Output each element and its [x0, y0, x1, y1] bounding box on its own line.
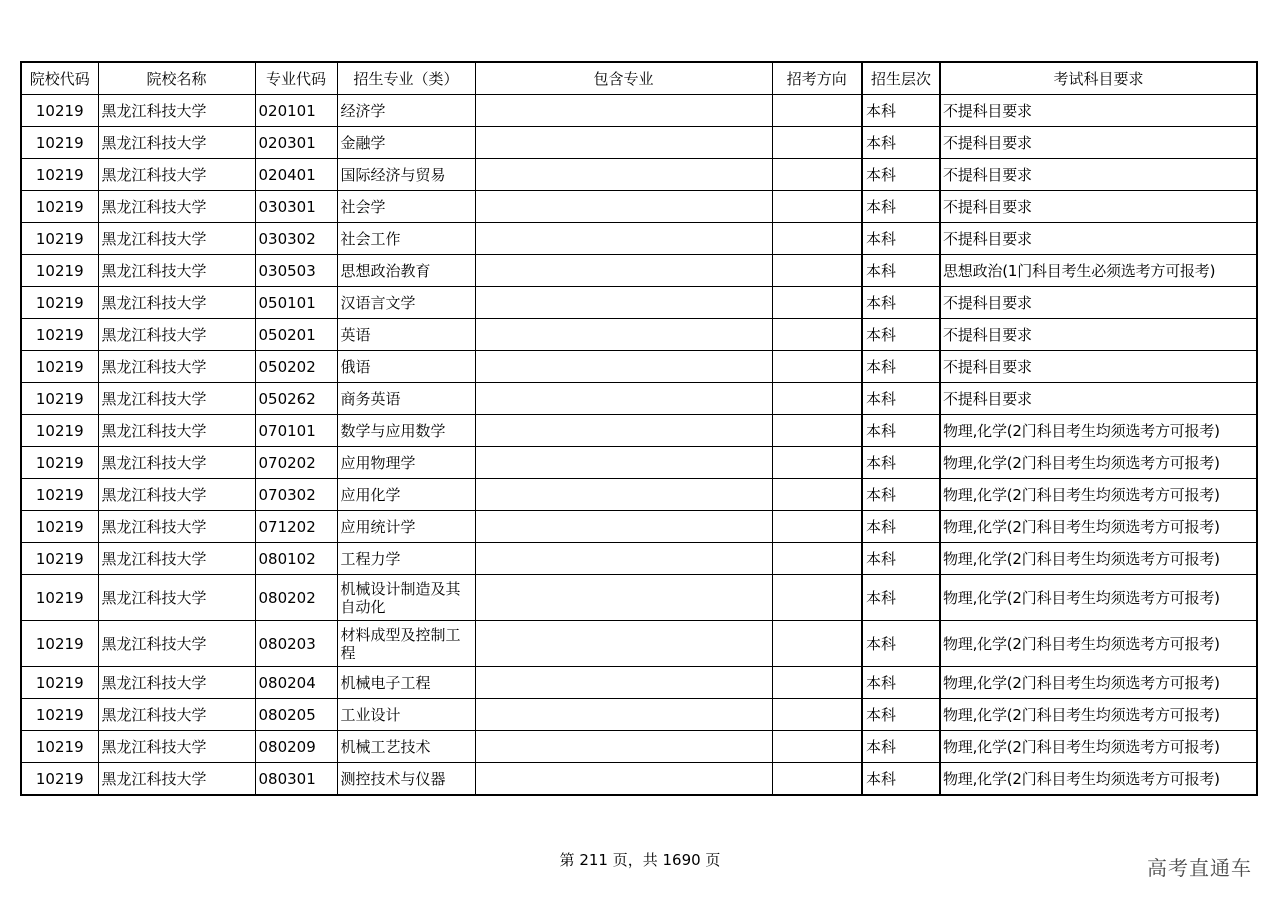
cell-direction [772, 159, 862, 191]
cell-school-code: 10219 [21, 667, 98, 699]
table-row [21, 543, 1257, 575]
cell-school-code: 10219 [21, 223, 98, 255]
cell-school-name: 黑龙江科技大学 [98, 255, 255, 287]
cell-requirement: 物理,化学(2门科目考生均须选考方可报考) [940, 415, 1257, 447]
cell-direction [772, 287, 862, 319]
cell-school-name: 黑龙江科技大学 [98, 763, 255, 796]
cell-requirement: 物理,化学(2门科目考生均须选考方可报考) [940, 511, 1257, 543]
cell-level: 本科 [862, 479, 940, 511]
table-row [21, 667, 1257, 699]
cell-includes [475, 191, 772, 223]
cell-requirement: 物理,化学(2门科目考生均须选考方可报考) [940, 447, 1257, 479]
cell-requirement: 物理,化学(2门科目考生均须选考方可报考) [940, 763, 1257, 796]
cell-school-name: 黑龙江科技大学 [98, 383, 255, 415]
cell-major: 思想政治教育 [337, 255, 475, 287]
cell-requirement: 思想政治(1门科目考生必须选考方可报考) [940, 255, 1257, 287]
cell-level: 本科 [862, 287, 940, 319]
table-row [21, 479, 1257, 511]
cell-requirement: 不提科目要求 [940, 319, 1257, 351]
cell-major: 应用物理学 [337, 447, 475, 479]
cell-level: 本科 [862, 191, 940, 223]
cell-requirement: 不提科目要求 [940, 223, 1257, 255]
cell-school-code: 10219 [21, 191, 98, 223]
table-row [21, 319, 1257, 351]
cell-school-name: 黑龙江科技大学 [98, 479, 255, 511]
table-row [21, 127, 1257, 159]
cell-school-name: 黑龙江科技大学 [98, 575, 255, 621]
header-direction: 招考方向 [772, 62, 862, 95]
header-includes: 包含专业 [475, 62, 772, 95]
cell-includes [475, 699, 772, 731]
header-requirement: 考试科目要求 [940, 62, 1257, 95]
watermark-logo: 高考直通车 [1147, 856, 1252, 880]
cell-level: 本科 [862, 667, 940, 699]
cell-includes [475, 415, 772, 447]
cell-includes [475, 543, 772, 575]
cell-direction [772, 511, 862, 543]
cell-requirement: 物理,化学(2门科目考生均须选考方可报考) [940, 543, 1257, 575]
cell-includes [475, 159, 772, 191]
cell-major: 金融学 [337, 127, 475, 159]
cell-includes [475, 127, 772, 159]
cell-major-code: 080102 [255, 543, 337, 575]
cell-school-code: 10219 [21, 575, 98, 621]
header-major-code: 专业代码 [255, 62, 337, 95]
cell-level: 本科 [862, 621, 940, 667]
cell-school-code: 10219 [21, 511, 98, 543]
cell-level: 本科 [862, 95, 940, 127]
cell-includes [475, 575, 772, 621]
cell-requirement: 物理,化学(2门科目考生均须选考方可报考) [940, 575, 1257, 621]
cell-direction [772, 763, 862, 796]
cell-school-code: 10219 [21, 731, 98, 763]
cell-major-code: 020101 [255, 95, 337, 127]
cell-includes [475, 319, 772, 351]
table-row [21, 255, 1257, 287]
cell-includes [475, 287, 772, 319]
cell-school-code: 10219 [21, 319, 98, 351]
cell-major: 国际经济与贸易 [337, 159, 475, 191]
cell-requirement: 物理,化学(2门科目考生均须选考方可报考) [940, 731, 1257, 763]
table-row [21, 763, 1257, 796]
table-row [21, 415, 1257, 447]
cell-level: 本科 [862, 763, 940, 796]
cell-major-code: 080203 [255, 621, 337, 667]
cell-major-code: 080204 [255, 667, 337, 699]
cell-includes [475, 383, 772, 415]
cell-includes [475, 667, 772, 699]
cell-school-name: 黑龙江科技大学 [98, 351, 255, 383]
cell-school-code: 10219 [21, 351, 98, 383]
cell-direction [772, 699, 862, 731]
cell-major-code: 080202 [255, 575, 337, 621]
table-row [21, 731, 1257, 763]
enrollment-table [20, 61, 1258, 796]
cell-requirement: 不提科目要求 [940, 127, 1257, 159]
table-row [21, 191, 1257, 223]
cell-school-code: 10219 [21, 255, 98, 287]
cell-requirement: 不提科目要求 [940, 191, 1257, 223]
cell-includes [475, 255, 772, 287]
table-row [21, 159, 1257, 191]
cell-direction [772, 575, 862, 621]
table-row [21, 223, 1257, 255]
cell-requirement: 不提科目要求 [940, 351, 1257, 383]
cell-level: 本科 [862, 699, 940, 731]
cell-direction [772, 667, 862, 699]
cell-direction [772, 447, 862, 479]
cell-school-code: 10219 [21, 699, 98, 731]
cell-school-name: 黑龙江科技大学 [98, 415, 255, 447]
cell-school-code: 10219 [21, 479, 98, 511]
cell-major-code: 080209 [255, 731, 337, 763]
cell-school-code: 10219 [21, 127, 98, 159]
cell-level: 本科 [862, 159, 940, 191]
cell-school-name: 黑龙江科技大学 [98, 731, 255, 763]
cell-major-code: 070202 [255, 447, 337, 479]
pagination-footer: 第 211 页，共 1690 页 [559, 851, 721, 869]
cell-school-code: 10219 [21, 383, 98, 415]
cell-major: 工业设计 [337, 699, 475, 731]
cell-major: 商务英语 [337, 383, 475, 415]
cell-major: 社会工作 [337, 223, 475, 255]
cell-major: 机械电子工程 [337, 667, 475, 699]
table-row [21, 621, 1257, 667]
cell-school-name: 黑龙江科技大学 [98, 223, 255, 255]
cell-major-code: 030302 [255, 223, 337, 255]
table-row [21, 511, 1257, 543]
cell-direction [772, 191, 862, 223]
cell-level: 本科 [862, 543, 940, 575]
cell-major-code: 030503 [255, 255, 337, 287]
cell-school-name: 黑龙江科技大学 [98, 667, 255, 699]
cell-school-name: 黑龙江科技大学 [98, 543, 255, 575]
cell-requirement: 物理,化学(2门科目考生均须选考方可报考) [940, 621, 1257, 667]
cell-major-code: 030301 [255, 191, 337, 223]
cell-major: 机械工艺技术 [337, 731, 475, 763]
table-row [21, 447, 1257, 479]
cell-includes [475, 223, 772, 255]
cell-major-code: 050262 [255, 383, 337, 415]
cell-requirement: 不提科目要求 [940, 95, 1257, 127]
cell-school-name: 黑龙江科技大学 [98, 159, 255, 191]
cell-school-code: 10219 [21, 287, 98, 319]
cell-level: 本科 [862, 383, 940, 415]
header-level: 招生层次 [862, 62, 940, 95]
cell-level: 本科 [862, 575, 940, 621]
header-major: 招生专业（类） [337, 62, 475, 95]
cell-level: 本科 [862, 447, 940, 479]
cell-major-code: 070101 [255, 415, 337, 447]
cell-major: 俄语 [337, 351, 475, 383]
cell-school-name: 黑龙江科技大学 [98, 511, 255, 543]
cell-school-name: 黑龙江科技大学 [98, 319, 255, 351]
cell-requirement: 物理,化学(2门科目考生均须选考方可报考) [940, 667, 1257, 699]
cell-major: 材料成型及控制工程 [337, 621, 475, 667]
cell-major: 应用化学 [337, 479, 475, 511]
cell-requirement: 物理,化学(2门科目考生均须选考方可报考) [940, 479, 1257, 511]
cell-school-name: 黑龙江科技大学 [98, 287, 255, 319]
cell-includes [475, 95, 772, 127]
cell-major: 数学与应用数学 [337, 415, 475, 447]
cell-major: 经济学 [337, 95, 475, 127]
cell-school-code: 10219 [21, 543, 98, 575]
cell-school-name: 黑龙江科技大学 [98, 95, 255, 127]
cell-major: 工程力学 [337, 543, 475, 575]
cell-level: 本科 [862, 255, 940, 287]
cell-school-code: 10219 [21, 621, 98, 667]
cell-requirement: 不提科目要求 [940, 159, 1257, 191]
cell-school-code: 10219 [21, 159, 98, 191]
cell-direction [772, 383, 862, 415]
cell-level: 本科 [862, 319, 940, 351]
cell-level: 本科 [862, 223, 940, 255]
cell-includes [475, 511, 772, 543]
cell-major: 汉语言文学 [337, 287, 475, 319]
table-row [21, 287, 1257, 319]
cell-direction [772, 319, 862, 351]
cell-major: 英语 [337, 319, 475, 351]
table-row [21, 699, 1257, 731]
cell-major: 机械设计制造及其自动化 [337, 575, 475, 621]
table-row [21, 383, 1257, 415]
cell-major-code: 080301 [255, 763, 337, 796]
cell-level: 本科 [862, 415, 940, 447]
cell-includes [475, 763, 772, 796]
cell-major-code: 070302 [255, 479, 337, 511]
cell-major-code: 050101 [255, 287, 337, 319]
cell-direction [772, 351, 862, 383]
cell-direction [772, 479, 862, 511]
cell-school-name: 黑龙江科技大学 [98, 447, 255, 479]
table-body [21, 95, 1257, 796]
cell-direction [772, 223, 862, 255]
cell-school-code: 10219 [21, 95, 98, 127]
cell-major: 社会学 [337, 191, 475, 223]
cell-school-code: 10219 [21, 447, 98, 479]
cell-level: 本科 [862, 351, 940, 383]
cell-level: 本科 [862, 127, 940, 159]
cell-direction [772, 95, 862, 127]
cell-direction [772, 127, 862, 159]
cell-includes [475, 447, 772, 479]
cell-includes [475, 351, 772, 383]
cell-major: 应用统计学 [337, 511, 475, 543]
cell-school-name: 黑龙江科技大学 [98, 699, 255, 731]
cell-direction [772, 415, 862, 447]
cell-school-name: 黑龙江科技大学 [98, 127, 255, 159]
cell-includes [475, 621, 772, 667]
cell-direction [772, 731, 862, 763]
header-school-code: 院校代码 [21, 62, 98, 95]
cell-school-name: 黑龙江科技大学 [98, 621, 255, 667]
table-row [21, 95, 1257, 127]
cell-includes [475, 479, 772, 511]
cell-major-code: 050201 [255, 319, 337, 351]
cell-major-code: 071202 [255, 511, 337, 543]
cell-major-code: 050202 [255, 351, 337, 383]
cell-school-name: 黑龙江科技大学 [98, 191, 255, 223]
header-school-name: 院校名称 [98, 62, 255, 95]
cell-direction [772, 543, 862, 575]
cell-requirement: 不提科目要求 [940, 383, 1257, 415]
cell-school-code: 10219 [21, 415, 98, 447]
cell-direction [772, 255, 862, 287]
cell-major: 测控技术与仪器 [337, 763, 475, 796]
cell-major-code: 020401 [255, 159, 337, 191]
cell-major-code: 080205 [255, 699, 337, 731]
cell-school-code: 10219 [21, 763, 98, 796]
cell-level: 本科 [862, 731, 940, 763]
cell-level: 本科 [862, 511, 940, 543]
table-header-row [21, 62, 1257, 95]
cell-major-code: 020301 [255, 127, 337, 159]
cell-includes [475, 731, 772, 763]
cell-requirement: 不提科目要求 [940, 287, 1257, 319]
table-row [21, 351, 1257, 383]
cell-direction [772, 621, 862, 667]
cell-requirement: 物理,化学(2门科目考生均须选考方可报考) [940, 699, 1257, 731]
table-row [21, 575, 1257, 621]
